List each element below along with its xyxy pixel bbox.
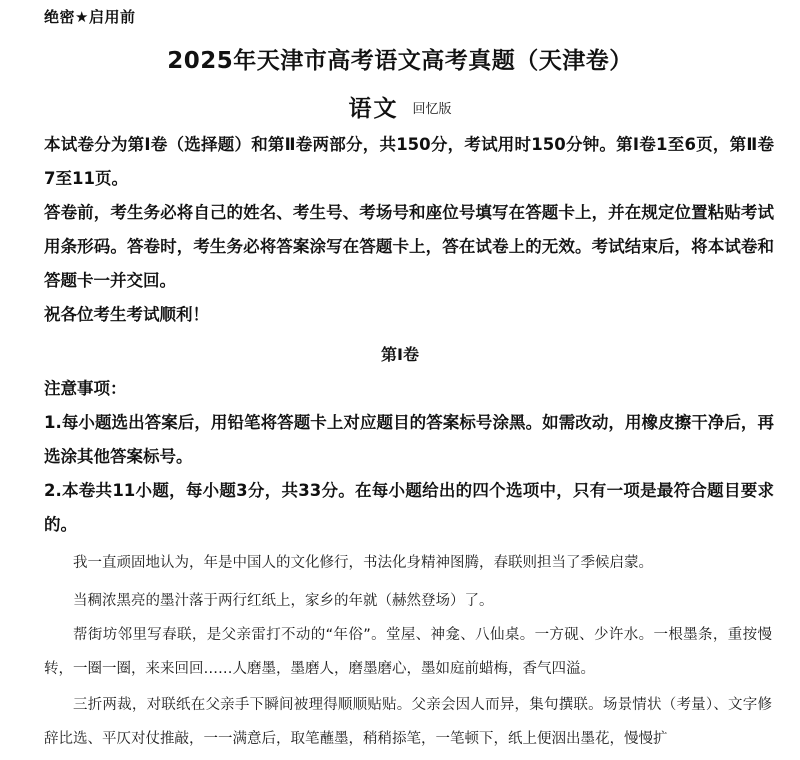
notice-item-2: 2.本卷共11小题，每小题3分，共33分。在每小题给出的四个选项中，只有一项是最符合题目要求的。 — [44, 481, 774, 534]
passage-paragraph-1: 我一直顽固地认为，年是中国人的文化修行，书法化身精神图腾，春联则担当了季候启蒙。 — [73, 555, 653, 571]
notice-item-1: 1.每小题选出答案后，用铅笔将答题卡上对应题目的答案标号涂黑。如需改动，用橡皮擦干净后，再选涂其他答案标号。 — [44, 413, 774, 466]
subject-label: 语文 — [348, 96, 399, 122]
instruction-paragraph-3: 祝各位考生考试顺利！ — [44, 305, 209, 324]
secret-mark: 绝密★启用前 — [44, 8, 136, 26]
section-title: 第Ⅰ卷 — [381, 345, 419, 364]
passage-paragraph-4: 三折两裁，对联纸在父亲手下瞬间被理得顺顺贴贴。父亲会因人而异，集句撰联。场景情状（考量）、文字修辞比选、平仄对仗推敲，一一满意后，取笔蘸墨，稍稍掭笔，一笔顿下，纸上便洇出墨花，慢慢扩 — [44, 697, 772, 747]
notice-heading: 注意事项： — [44, 379, 127, 398]
passage-paragraph-3: 帮街坊邻里写春联，是父亲雷打不动的“年俗”。堂屋、神龛、八仙桌。一方砚、少许水。一根墨条，重按慢转，一圈一圈，来来回回……人磨墨，墨磨人，磨墨磨心，墨如庭前蜡梅，香气四溢。 — [44, 627, 772, 677]
subject-heading — [0, 90, 800, 123]
instruction-paragraph-1: 本试卷分为第Ⅰ卷（选择题）和第Ⅱ卷两部分，共150分，考试用时150分钟。第Ⅰ卷1至6页，第Ⅱ卷7至11页。 — [44, 135, 774, 188]
passage-paragraph-2: 当稠浓黑亮的墨汁落于两行红纸上，家乡的年就（赫然登场）了。 — [73, 593, 494, 609]
edition-note: 回忆版 — [412, 102, 452, 117]
instruction-paragraph-2: 答卷前，考生务必将自己的姓名、考生号、考场号和座位号填写在答题卡上，并在规定位置粘贴考试用条形码。答卷时，考生务必将答案涂写在答题卡上，答在试卷上的无效。考试结束后，将本试卷和答题卡一并交回。 — [44, 203, 774, 290]
exam-title: 2025年天津市高考语文高考真题（天津卷） — [167, 48, 633, 74]
